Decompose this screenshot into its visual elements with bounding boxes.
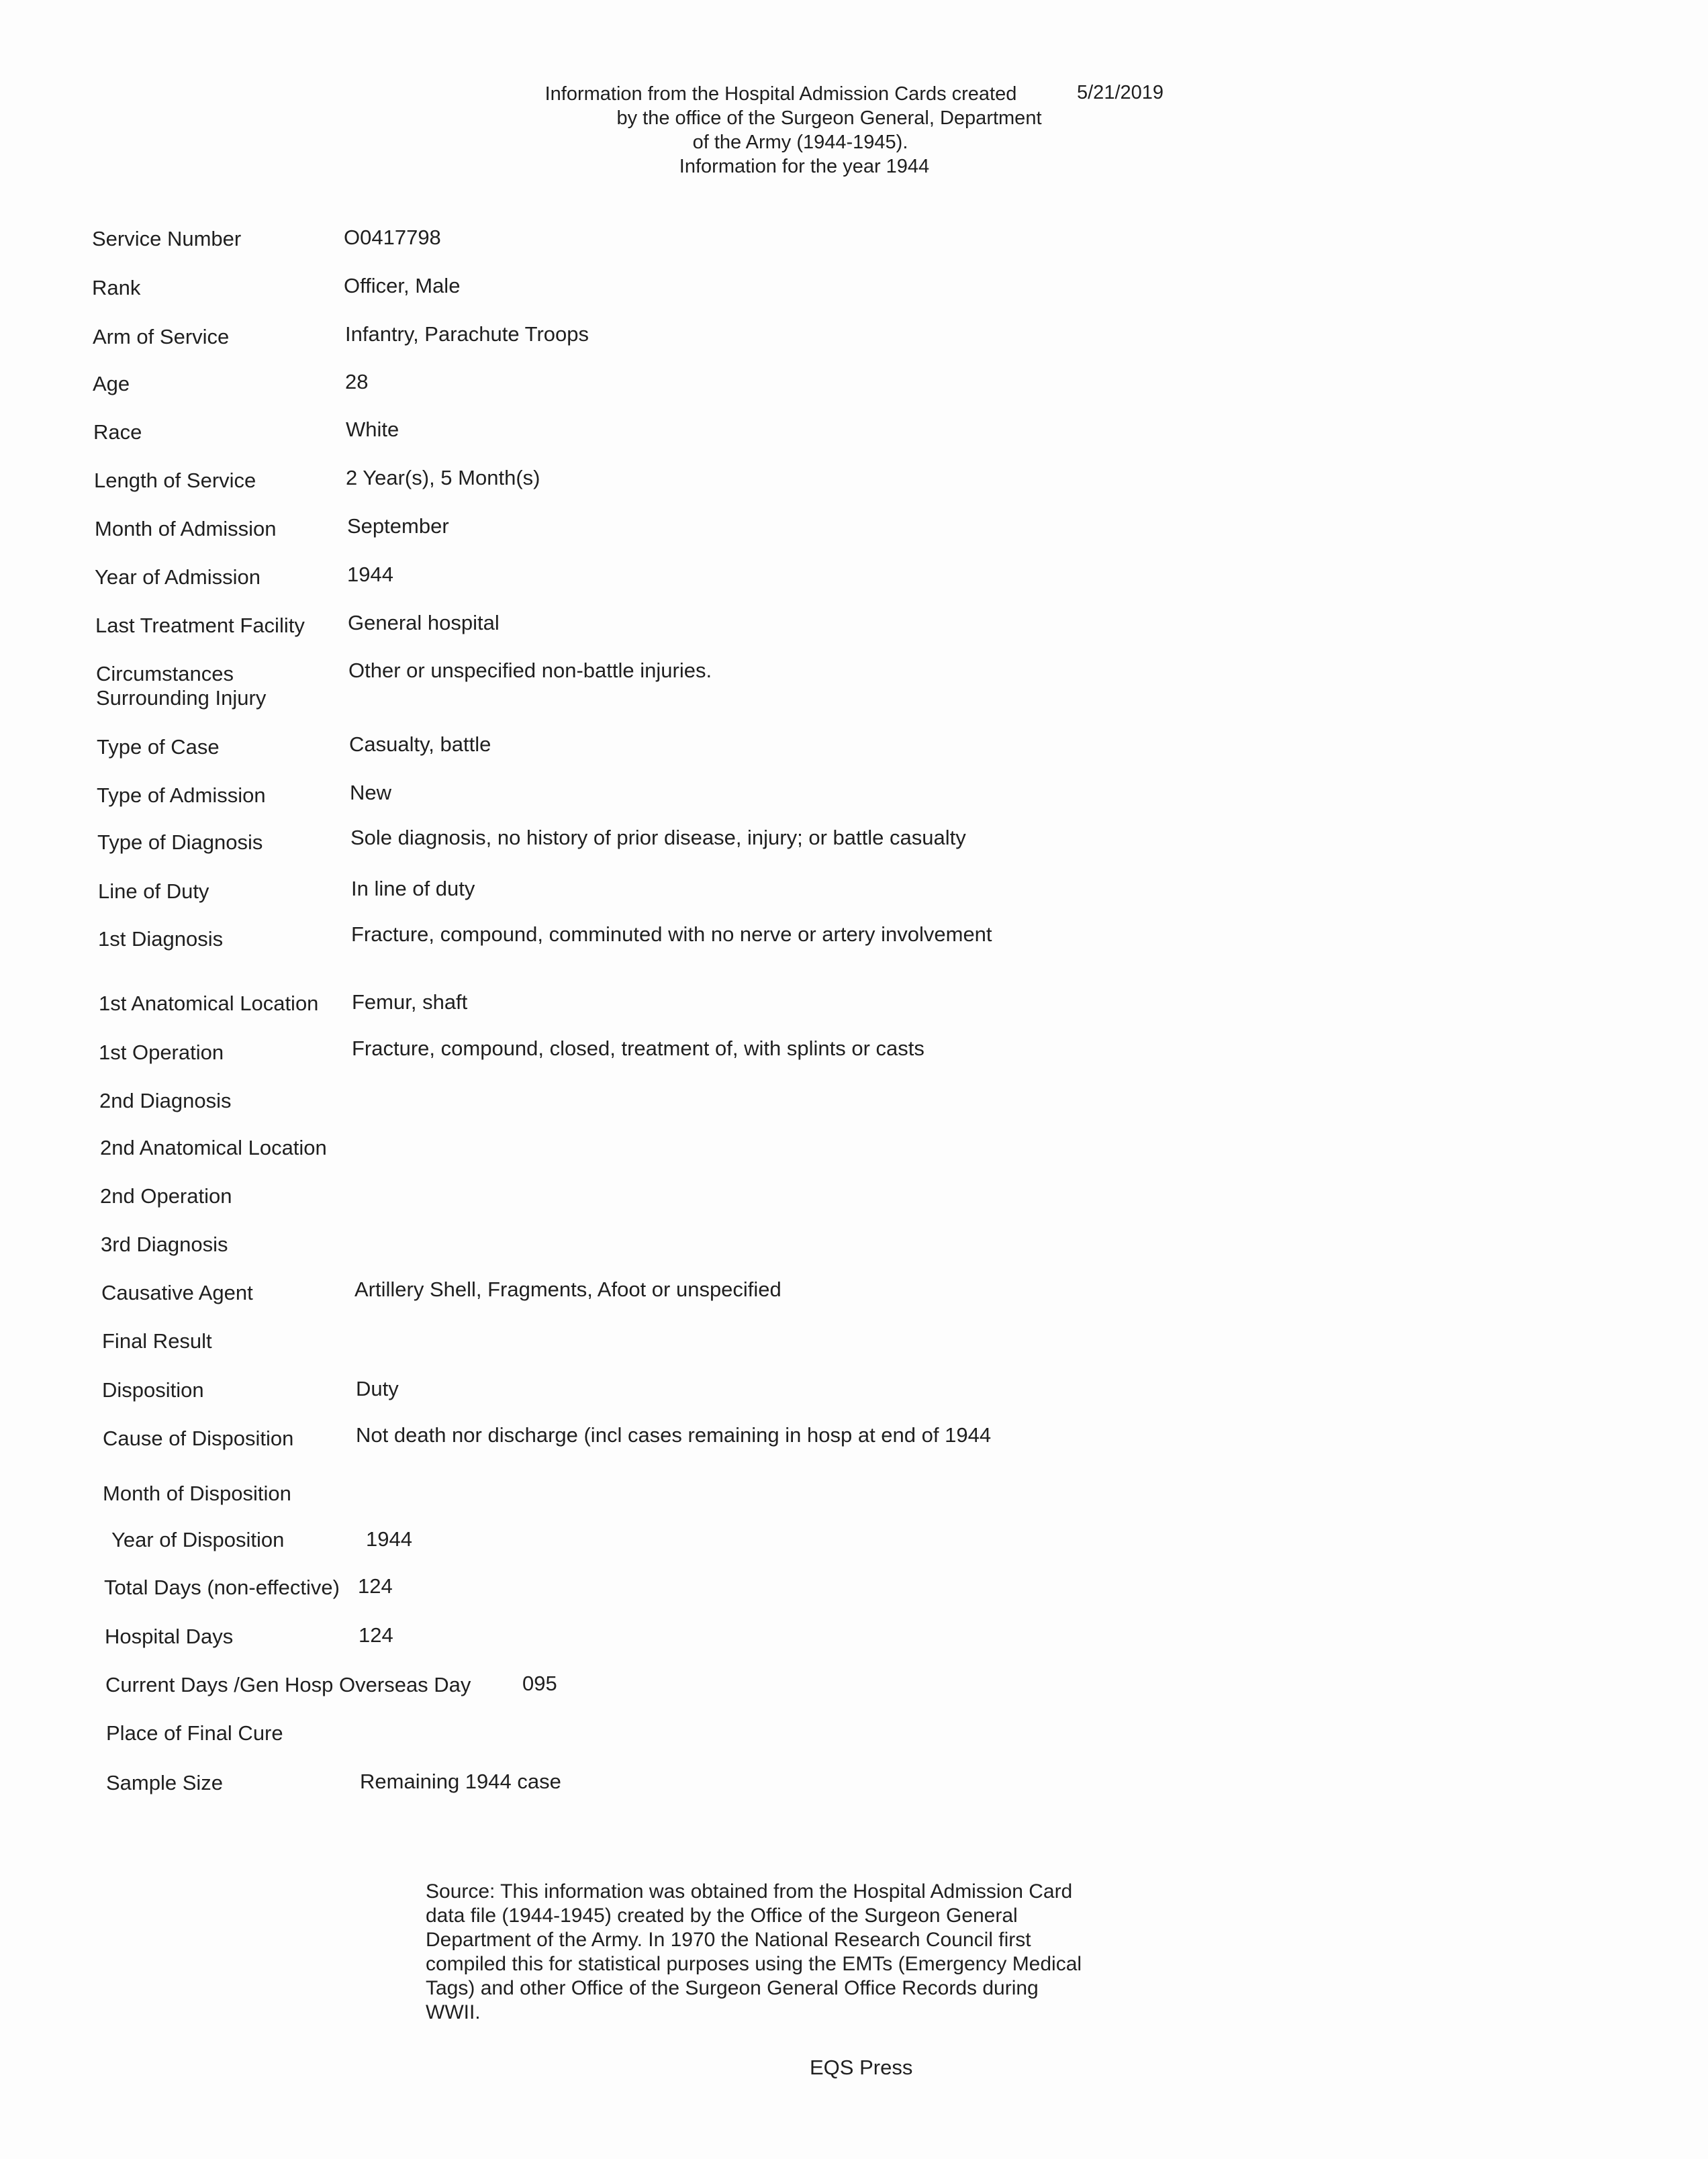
label-1st-anatomical-location: 1st Anatomical Location (99, 992, 319, 1015)
value-type-of-admission: New (350, 781, 392, 804)
value-cause-of-disposition: Not death nor discharge (incl cases remaining in hosp at end of 1944 (356, 1423, 992, 1447)
label-causative-agent: Causative Agent (101, 1281, 253, 1304)
label-arm-of-service: Arm of Service (93, 325, 230, 348)
label-type-of-case: Type of Case (97, 735, 220, 759)
source-line-4: compiled this for statistical purposes using the EMTs (Emergency Medical (426, 1953, 1082, 1975)
label-line-of-duty: Line of Duty (98, 879, 209, 903)
source-line-3: Department of the Army. In 1970 the National Research Council first (426, 1929, 1031, 1951)
value-disposition: Duty (356, 1377, 399, 1400)
label-length-of-service: Length of Service (94, 469, 256, 492)
value-sample-size: Remaining 1944 case (360, 1770, 561, 1793)
header-line-3: of the Army (1944-1945). (692, 132, 908, 153)
value-current-days: 095 (522, 1672, 557, 1695)
label-rank: Rank (92, 276, 141, 299)
label-circumstances: Circumstances (96, 662, 234, 685)
label-1st-diagnosis: 1st Diagnosis (98, 927, 224, 951)
header-line-2: by the office of the Surgeon General, Department (616, 107, 1042, 129)
value-type-of-case: Casualty, battle (349, 732, 491, 756)
source-line-2: data file (1944-1945) created by the Office of the Surgeon General (426, 1905, 1018, 1927)
value-race: White (346, 418, 399, 441)
label-3rd-diagnosis: 3rd Diagnosis (101, 1233, 228, 1256)
label-place-of-final-cure: Place of Final Cure (106, 1721, 283, 1745)
value-rank: Officer, Male (344, 274, 461, 297)
label-disposition: Disposition (102, 1378, 204, 1402)
label-month-of-disposition: Month of Disposition (103, 1482, 291, 1505)
label-type-of-diagnosis: Type of Diagnosis (97, 830, 263, 854)
label-final-result: Final Result (102, 1329, 212, 1353)
label-sample-size: Sample Size (106, 1771, 224, 1794)
source-line-6: WWII. (426, 2001, 481, 2023)
label-month-of-admission: Month of Admission (95, 517, 277, 540)
value-service-number: O0417798 (344, 226, 441, 249)
value-1st-anatomical-location: Femur, shaft (352, 990, 468, 1014)
value-age: 28 (345, 370, 369, 393)
label-2nd-diagnosis: 2nd Diagnosis (99, 1089, 232, 1112)
label-age: Age (93, 372, 130, 395)
value-causative-agent: Artillery Shell, Fragments, Afoot or unspecified (354, 1278, 781, 1301)
value-hospital-days: 124 (359, 1623, 393, 1647)
value-arm-of-service: Infantry, Parachute Troops (345, 322, 589, 346)
value-1st-operation: Fracture, compound, closed, treatment of, with splints or casts (352, 1037, 924, 1060)
value-1st-diagnosis: Fracture, compound, comminuted with no nerve or artery involvement (351, 922, 992, 946)
value-year-of-admission: 1944 (347, 563, 393, 586)
label-current-days: Current Days /Gen Hosp Overseas Day (105, 1673, 471, 1696)
header-line-1: Information from the Hospital Admission Cards created (544, 83, 1017, 105)
value-length-of-service: 2 Year(s), 5 Month(s) (346, 466, 540, 489)
value-last-treatment-facility: General hospital (348, 611, 500, 634)
label-1st-operation: 1st Operation (99, 1041, 224, 1064)
source-note (426, 1880, 1171, 2025)
label-2nd-operation: 2nd Operation (100, 1184, 232, 1208)
value-total-days: 124 (358, 1574, 393, 1598)
label-last-treatment-facility: Last Treatment Facility (95, 614, 305, 637)
value-month-of-admission: September (347, 514, 449, 538)
label-race: Race (93, 420, 142, 444)
value-circumstances: Other or unspecified non-battle injuries. (348, 659, 712, 682)
label-hospital-days: Hospital Days (105, 1625, 234, 1648)
label-year-of-admission: Year of Admission (95, 565, 261, 589)
value-year-of-disposition: 1944 (366, 1527, 412, 1551)
print-date: 5/21/2019 (1077, 82, 1164, 103)
label-total-days: Total Days (non-effective) (104, 1576, 340, 1599)
source-line-1: Source: This information was obtained from the Hospital Admission Card (426, 1880, 1073, 1903)
value-type-of-diagnosis: Sole diagnosis, no history of prior disease, injury; or battle casualty (350, 826, 966, 849)
label-2nd-anatomical-location: 2nd Anatomical Location (100, 1136, 327, 1159)
source-line-5: Tags) and other Office of the Surgeon General Office Records during (426, 1977, 1039, 1999)
label-surrounding-injury: Surrounding Injury (96, 686, 267, 710)
document-header (470, 82, 1141, 179)
publisher: EQS Press (810, 2056, 913, 2079)
label-service-number: Service Number (92, 227, 242, 250)
label-type-of-admission: Type of Admission (97, 783, 266, 807)
label-cause-of-disposition: Cause of Disposition (103, 1427, 294, 1450)
label-year-of-disposition: Year of Disposition (111, 1528, 285, 1551)
value-line-of-duty: In line of duty (351, 877, 475, 900)
header-line-4: Information for the year 1944 (679, 156, 930, 177)
